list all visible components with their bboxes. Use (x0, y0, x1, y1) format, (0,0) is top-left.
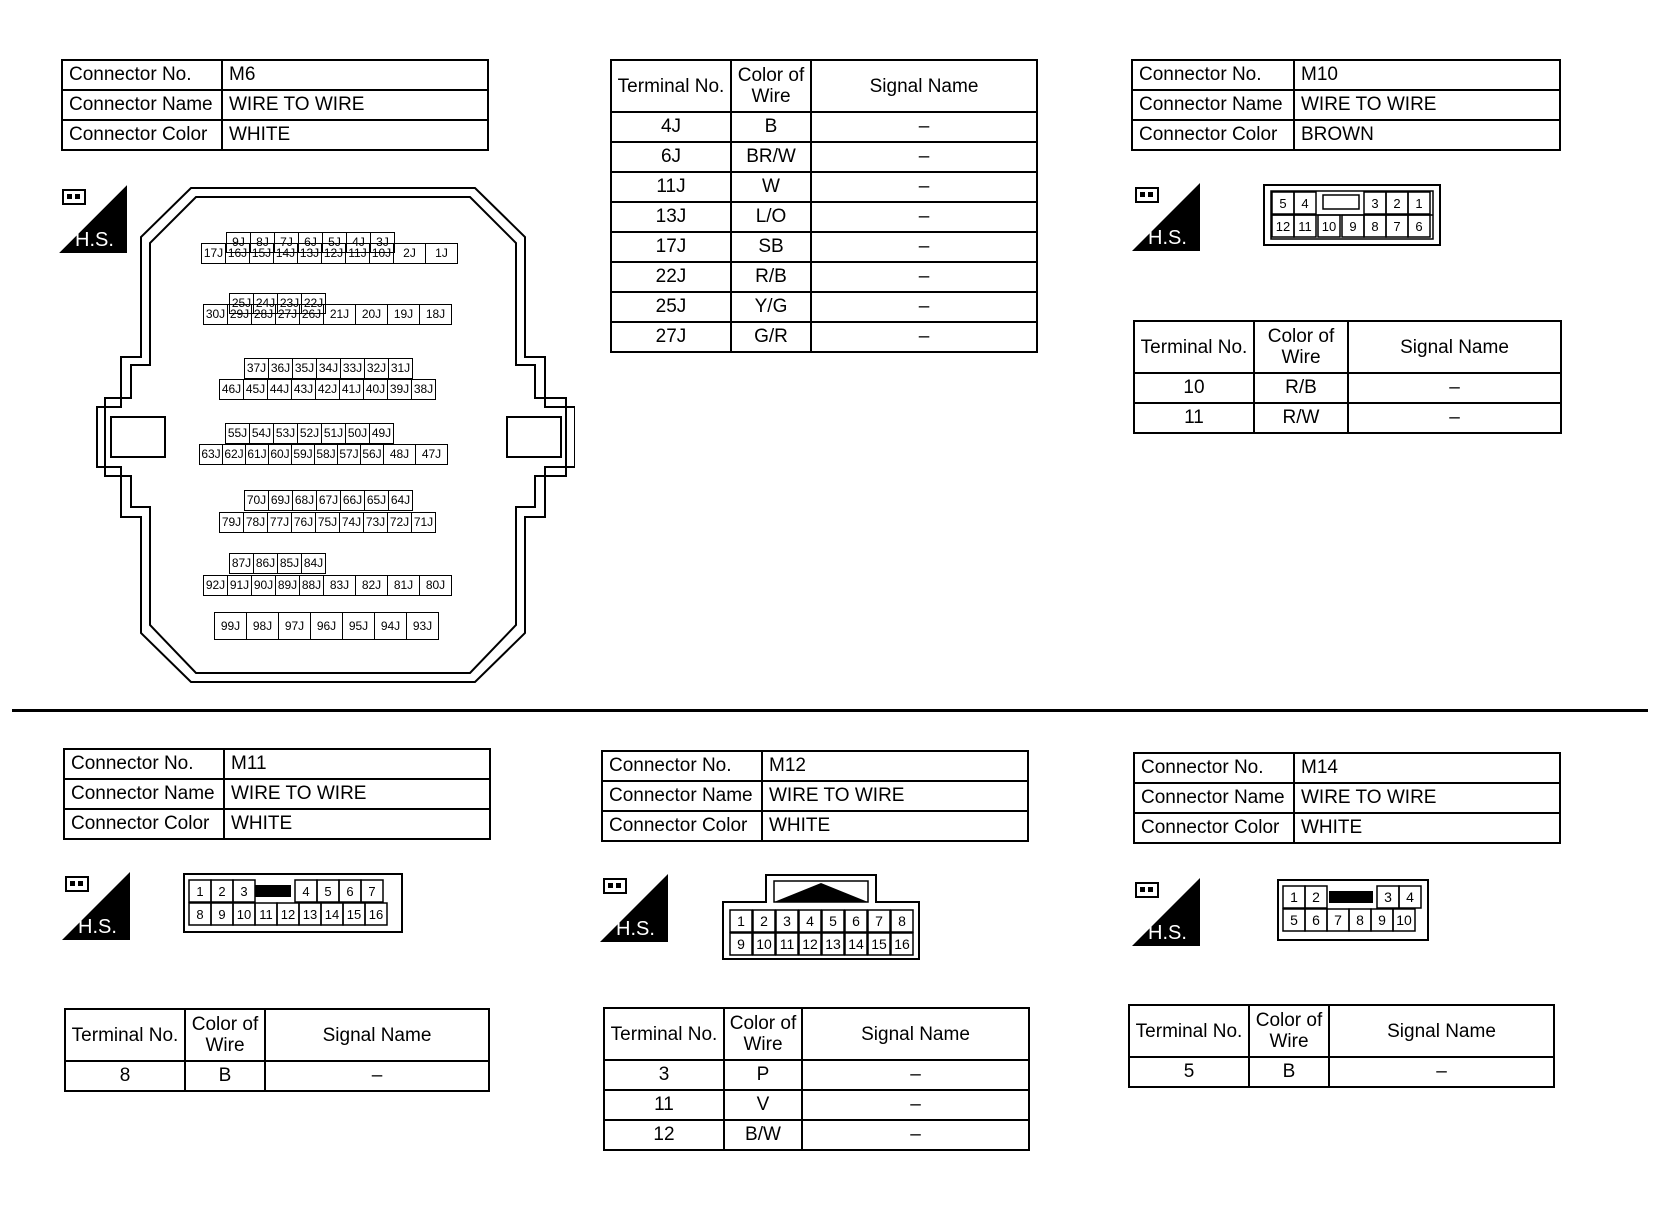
m6-pin: 34J (316, 358, 341, 379)
terminal-row (611, 262, 1037, 292)
wire-color-cell: R/W (1254, 403, 1348, 433)
m6-pin: 59J (291, 444, 315, 465)
m6-pin: 97J (278, 612, 311, 640)
m6-pin: 48J (383, 444, 416, 465)
hs-label: H.S. (1148, 227, 1187, 249)
m11-terminal-table (64, 1008, 490, 1092)
connector-pin-label: 8 (196, 907, 204, 922)
connector-no-label: Connector No. (64, 749, 224, 779)
connector-pin-label: 8 (898, 913, 906, 929)
connector-pin-label: 6 (852, 913, 860, 929)
connector-pin-label: 13 (302, 907, 318, 922)
m6-pin: 98J (246, 612, 279, 640)
signal-name-header: Signal Name (811, 60, 1037, 112)
connector-pin-label: 7 (368, 884, 376, 899)
m6-pin: 99J (214, 612, 247, 640)
terminal-row (611, 202, 1037, 232)
terminal-no-cell: 12 (604, 1120, 724, 1150)
connector-pin-label: 10 (1396, 912, 1412, 928)
m6-pin: 62J (222, 444, 246, 465)
hs-label: H.S. (616, 918, 655, 940)
hs-label: H.S. (75, 229, 114, 251)
wire-color-cell: G/R (731, 322, 811, 352)
terminal-row (611, 232, 1037, 262)
terminal-no-header: Terminal No. (1134, 321, 1254, 373)
terminal-no-cell: 5 (1129, 1057, 1249, 1087)
m6-pin: 45J (243, 379, 268, 400)
m6-pin: 14J (273, 243, 298, 264)
connector-key-block (1329, 891, 1373, 903)
m6-pin: 69J (268, 490, 293, 511)
m6-pin: 78J (243, 512, 268, 533)
m6-pin: 86J (253, 553, 278, 574)
connector-color-value: WHITE (1294, 813, 1560, 843)
m6-pin: 20J (355, 304, 388, 325)
m6-pin: 54J (249, 423, 274, 444)
connector-pin-label: 2 (1312, 889, 1320, 905)
m6-pin: 87J (229, 553, 254, 574)
connector-no-label: Connector No. (62, 60, 222, 90)
terminal-no-header: Terminal No. (604, 1008, 724, 1060)
m6-pin: 73J (363, 512, 388, 533)
m6-pin: 36J (268, 358, 293, 379)
m11-info-table (63, 748, 491, 840)
connector-pin-label: 1 (196, 884, 204, 899)
terminal-row (1134, 403, 1561, 433)
m6-pin: 70J (244, 490, 269, 511)
connector-pin-label: 16 (368, 907, 384, 922)
connector-pin-label: 1 (1290, 889, 1298, 905)
hs-label: H.S. (78, 916, 117, 938)
wire-color-cell: P (724, 1060, 802, 1090)
m10-connector-face (1263, 184, 1441, 246)
terminal-no-cell: 10 (1134, 373, 1254, 403)
m6-pin: 23J (277, 293, 302, 314)
connector-pin-label: 11 (259, 907, 273, 922)
m6-pin: 44J (267, 379, 292, 400)
connector-name-label: Connector Name (1134, 783, 1294, 813)
m6-pin: 30J (203, 304, 228, 325)
m6-pin: 25J (229, 293, 254, 314)
m6-pin: 26J (299, 304, 324, 325)
m6-pin: 17J (201, 243, 226, 264)
m6-pin: 74J (339, 512, 364, 533)
connector-pin-label: 16 (894, 936, 910, 952)
connector-pin-label: 13 (825, 936, 841, 952)
connector-pin-label: 12 (280, 907, 296, 922)
connector-name-label: Connector Name (64, 779, 224, 809)
terminal-no-cell: 11 (604, 1090, 724, 1120)
m6-pin: 21J (323, 304, 356, 325)
connector-pin-label: 10 (236, 907, 252, 922)
signal-name-cell: – (1348, 373, 1561, 403)
connector-pin-label: 5 (829, 913, 837, 929)
m6-pin: 31J (388, 358, 413, 379)
m12-connector-face (721, 874, 921, 960)
m6-pin: 50J (345, 423, 370, 444)
connector-pin-label: 10 (1321, 219, 1337, 234)
m6-pin: 57J (337, 444, 361, 465)
signal-name-cell: – (811, 262, 1037, 292)
connector-pin-label: 6 (1415, 219, 1423, 234)
m6-pin: 82J (355, 575, 388, 596)
connector-name-value: WIRE TO WIRE (762, 781, 1028, 811)
connector-pin-label: 3 (783, 913, 791, 929)
m6-pin: 52J (297, 423, 322, 444)
m6-pin: 85J (277, 553, 302, 574)
m6-pin: 6J (298, 232, 323, 253)
m6-pin: 27J (275, 304, 300, 325)
m6-pin: 43J (291, 379, 316, 400)
m6-pin: 49J (369, 423, 394, 444)
m6-pin: 89J (275, 575, 300, 596)
wire-color-cell: SB (731, 232, 811, 262)
connector-name-label: Connector Name (1132, 90, 1294, 120)
m6-pin: 75J (315, 512, 340, 533)
connector-pin-label: 4 (1301, 196, 1309, 211)
m6-pin: 88J (299, 575, 324, 596)
m6-pin: 3J (370, 232, 395, 253)
m6-pin: 1J (425, 243, 458, 264)
m12-terminal-table (603, 1007, 1030, 1151)
connector-pin-label: 12 (802, 936, 818, 952)
connector-pin-label: 7 (1393, 219, 1401, 234)
terminal-row (604, 1090, 1029, 1120)
color-of-wire-header: Color of Wire (724, 1008, 802, 1060)
connector-pin-label: 14 (848, 936, 864, 952)
connector-pin-label: 4 (1406, 889, 1414, 905)
m6-pin: 94J (374, 612, 407, 640)
connector-no-label: Connector No. (1132, 60, 1294, 90)
color-of-wire-header: Color of Wire (731, 60, 811, 112)
m10-terminal-table (1133, 320, 1562, 434)
signal-name-cell: – (802, 1090, 1029, 1120)
signal-name-header: Signal Name (802, 1008, 1029, 1060)
connector-color-value: WHITE (224, 809, 490, 839)
connector-pin-label: 5 (1279, 196, 1287, 211)
m6-pin: 51J (321, 423, 346, 444)
m6-pin: 55J (225, 423, 250, 444)
connector-color-label: Connector Color (64, 809, 224, 839)
terminal-no-header: Terminal No. (611, 60, 731, 112)
connector-pin-label: 12 (1275, 219, 1291, 234)
connector-pin-label: 7 (1334, 912, 1342, 928)
signal-name-cell: – (811, 112, 1037, 142)
connector-pin-label: 2 (218, 884, 226, 899)
m6-pin: 22J (301, 293, 326, 314)
signal-name-cell: – (811, 142, 1037, 172)
wire-color-cell: R/B (1254, 373, 1348, 403)
connector-pin-label: 1 (737, 913, 745, 929)
terminal-no-cell: 17J (611, 232, 731, 262)
m6-pin: 28J (251, 304, 276, 325)
connector-pin-label: 9 (737, 936, 745, 952)
terminal-row (611, 172, 1037, 202)
m6-pin: 41J (339, 379, 364, 400)
section-divider (12, 709, 1648, 712)
m6-pin: 66J (340, 490, 365, 511)
connector-no-value: M11 (224, 749, 490, 779)
m6-pin: 72J (387, 512, 412, 533)
connector-no-value: M12 (762, 751, 1028, 781)
signal-name-cell: – (1329, 1057, 1554, 1087)
m6-pin: 84J (301, 553, 326, 574)
connector-pin-label: 15 (346, 907, 362, 922)
m6-pin: 56J (360, 444, 384, 465)
m6-pin: 58J (314, 444, 338, 465)
terminal-no-cell: 27J (611, 322, 731, 352)
m6-pin: 80J (419, 575, 452, 596)
m6-pin: 96J (310, 612, 343, 640)
m6-pin: 38J (411, 379, 436, 400)
connector-color-label: Connector Color (602, 811, 762, 841)
m6-info-table (61, 59, 489, 151)
connector-pin-label: 2 (760, 913, 768, 929)
connector-pin-label: 4 (806, 913, 814, 929)
terminal-row (611, 292, 1037, 322)
connector-pin-label: 6 (1312, 912, 1320, 928)
hs-label: H.S. (1148, 922, 1187, 944)
wire-color-cell: Y/G (731, 292, 811, 322)
signal-name-cell: – (811, 322, 1037, 352)
connector-pin-label: 4 (302, 884, 310, 899)
terminal-row (1129, 1057, 1554, 1087)
signal-name-cell: – (265, 1061, 489, 1091)
terminal-row (65, 1061, 489, 1091)
m6-pin: 24J (253, 293, 278, 314)
terminal-row (604, 1060, 1029, 1090)
wire-color-cell: B (731, 112, 811, 142)
m6-pin: 76J (291, 512, 316, 533)
connector-pin-label: 10 (756, 936, 772, 952)
harness-side-icon (1132, 183, 1200, 251)
connector-pin-label: 14 (324, 907, 340, 922)
m6-pin: 90J (251, 575, 276, 596)
terminal-row (611, 142, 1037, 172)
connector-name-value: WIRE TO WIRE (1294, 783, 1560, 813)
connector-pin-label: 9 (1349, 219, 1357, 234)
signal-name-cell: – (802, 1120, 1029, 1150)
wire-color-cell: W (731, 172, 811, 202)
wire-color-cell: B (185, 1061, 265, 1091)
m6-pin: 42J (315, 379, 340, 400)
terminal-row (1134, 373, 1561, 403)
m6-pin: 35J (292, 358, 317, 379)
m10-info-table (1131, 59, 1561, 151)
m6-pin: 53J (273, 423, 298, 444)
color-of-wire-header: Color of Wire (1249, 1005, 1329, 1057)
connector-pin-label: 6 (346, 884, 354, 899)
m6-pin: 13J (297, 243, 322, 264)
m11-connector-face (183, 873, 403, 933)
connector-pin-label: 1 (1415, 196, 1423, 211)
wire-color-cell: R/B (731, 262, 811, 292)
m6-pin: 40J (363, 379, 388, 400)
m6-pin: 93J (406, 612, 439, 640)
terminal-no-cell: 11 (1134, 403, 1254, 433)
m6-pin: 15J (249, 243, 274, 264)
m12-info-table (601, 750, 1029, 842)
connector-color-label: Connector Color (1134, 813, 1294, 843)
m6-pin: 18J (419, 304, 452, 325)
wire-color-cell: V (724, 1090, 802, 1120)
m6-pin: 16J (225, 243, 250, 264)
connector-pin-label: 11 (1298, 219, 1312, 234)
connector-pin-label: 9 (218, 907, 226, 922)
terminal-row (611, 112, 1037, 142)
signal-name-header: Signal Name (1348, 321, 1561, 373)
m6-pin: 2J (393, 243, 426, 264)
m6-pin: 64J (388, 490, 413, 511)
terminal-no-cell: 13J (611, 202, 731, 232)
connector-name-value: WIRE TO WIRE (1294, 90, 1560, 120)
wire-color-cell: B (1249, 1057, 1329, 1087)
m6-pin: 60J (268, 444, 292, 465)
m6-pin: 61J (245, 444, 269, 465)
m6-pin: 33J (340, 358, 365, 379)
connector-color-value: WHITE (222, 120, 488, 150)
m6-pin: 81J (387, 575, 420, 596)
m6-pin: 63J (199, 444, 223, 465)
connector-no-label: Connector No. (602, 751, 762, 781)
connector-color-value: BROWN (1294, 120, 1560, 150)
m14-connector-face (1277, 879, 1429, 941)
m6-pin: 47J (415, 444, 448, 465)
connector-no-value: M10 (1294, 60, 1560, 90)
signal-name-header: Signal Name (1329, 1005, 1554, 1057)
m6-pin: 71J (411, 512, 436, 533)
m6-pin: 39J (387, 379, 412, 400)
connector-pin-label: 2 (1393, 196, 1401, 211)
terminal-no-header: Terminal No. (1129, 1005, 1249, 1057)
harness-side-icon (600, 874, 668, 942)
m6-pin: 37J (244, 358, 269, 379)
wire-color-cell: L/O (731, 202, 811, 232)
connector-name-label: Connector Name (62, 90, 222, 120)
m6-pin: 91J (227, 575, 252, 596)
m6-pin: 7J (274, 232, 299, 253)
m6-pin: 9J (226, 232, 251, 253)
connector-no-value: M6 (222, 60, 488, 90)
terminal-no-header: Terminal No. (65, 1009, 185, 1061)
connector-no-label: Connector No. (1134, 753, 1294, 783)
m6-pin: 5J (322, 232, 347, 253)
connector-pin-label: 8 (1371, 219, 1379, 234)
m14-info-table (1133, 752, 1561, 844)
connector-pin-label: 8 (1356, 912, 1364, 928)
connector-pin-label: 3 (1371, 196, 1379, 211)
m6-pin: 29J (227, 304, 252, 325)
m6-terminal-table (610, 59, 1038, 353)
connector-pin-label: 3 (240, 884, 248, 899)
m6-pin: 11J (345, 243, 370, 264)
connector-pin-label: 15 (871, 936, 887, 952)
signal-name-cell: – (811, 292, 1037, 322)
connector-color-value: WHITE (762, 811, 1028, 841)
connector-key-block (255, 885, 291, 897)
connector-name-value: WIRE TO WIRE (224, 779, 490, 809)
m6-pin: 65J (364, 490, 389, 511)
terminal-no-cell: 25J (611, 292, 731, 322)
m6-pin: 95J (342, 612, 375, 640)
m6-pin: 68J (292, 490, 317, 511)
terminal-no-cell: 6J (611, 142, 731, 172)
connector-pin-label: 11 (779, 936, 795, 952)
terminal-no-cell: 8 (65, 1061, 185, 1091)
terminal-no-cell: 11J (611, 172, 731, 202)
terminal-no-cell: 3 (604, 1060, 724, 1090)
color-of-wire-header: Color of Wire (185, 1009, 265, 1061)
connector-pin-label: 7 (875, 913, 883, 929)
signal-name-cell: – (1348, 403, 1561, 433)
wire-color-cell: B/W (724, 1120, 802, 1150)
m6-pin: 32J (364, 358, 389, 379)
m6-pin: 4J (346, 232, 371, 253)
connector-pin-label: 9 (1378, 912, 1386, 928)
harness-side-icon (62, 872, 130, 940)
m6-pin: 12J (321, 243, 346, 264)
signal-name-cell: – (802, 1060, 1029, 1090)
connector-name-label: Connector Name (602, 781, 762, 811)
harness-side-icon (1132, 878, 1200, 946)
m6-pin: 77J (267, 512, 292, 533)
m6-pin: 46J (219, 379, 244, 400)
connector-color-label: Connector Color (1132, 120, 1294, 150)
signal-name-cell: – (811, 172, 1037, 202)
m6-pin: 19J (387, 304, 420, 325)
wire-color-cell: BR/W (731, 142, 811, 172)
connector-name-value: WIRE TO WIRE (222, 90, 488, 120)
m6-pin: 92J (203, 575, 228, 596)
m6-pin: 10J (369, 243, 394, 264)
connector-pin-label: 3 (1384, 889, 1392, 905)
color-of-wire-header: Color of Wire (1254, 321, 1348, 373)
m6-pin: 67J (316, 490, 341, 511)
m6-pin: 79J (219, 512, 244, 533)
terminal-row (611, 322, 1037, 352)
signal-name-cell: – (811, 202, 1037, 232)
connector-color-label: Connector Color (62, 120, 222, 150)
terminal-no-cell: 22J (611, 262, 731, 292)
connector-pin-label: 5 (1290, 912, 1298, 928)
m14-terminal-table (1128, 1004, 1555, 1088)
signal-name-cell: – (811, 232, 1037, 262)
connector-pin-label: 5 (324, 884, 332, 899)
m6-pin: 8J (250, 232, 275, 253)
signal-name-header: Signal Name (265, 1009, 489, 1061)
connector-no-value: M14 (1294, 753, 1560, 783)
m6-pin: 83J (323, 575, 356, 596)
terminal-row (604, 1120, 1029, 1150)
terminal-no-cell: 4J (611, 112, 731, 142)
